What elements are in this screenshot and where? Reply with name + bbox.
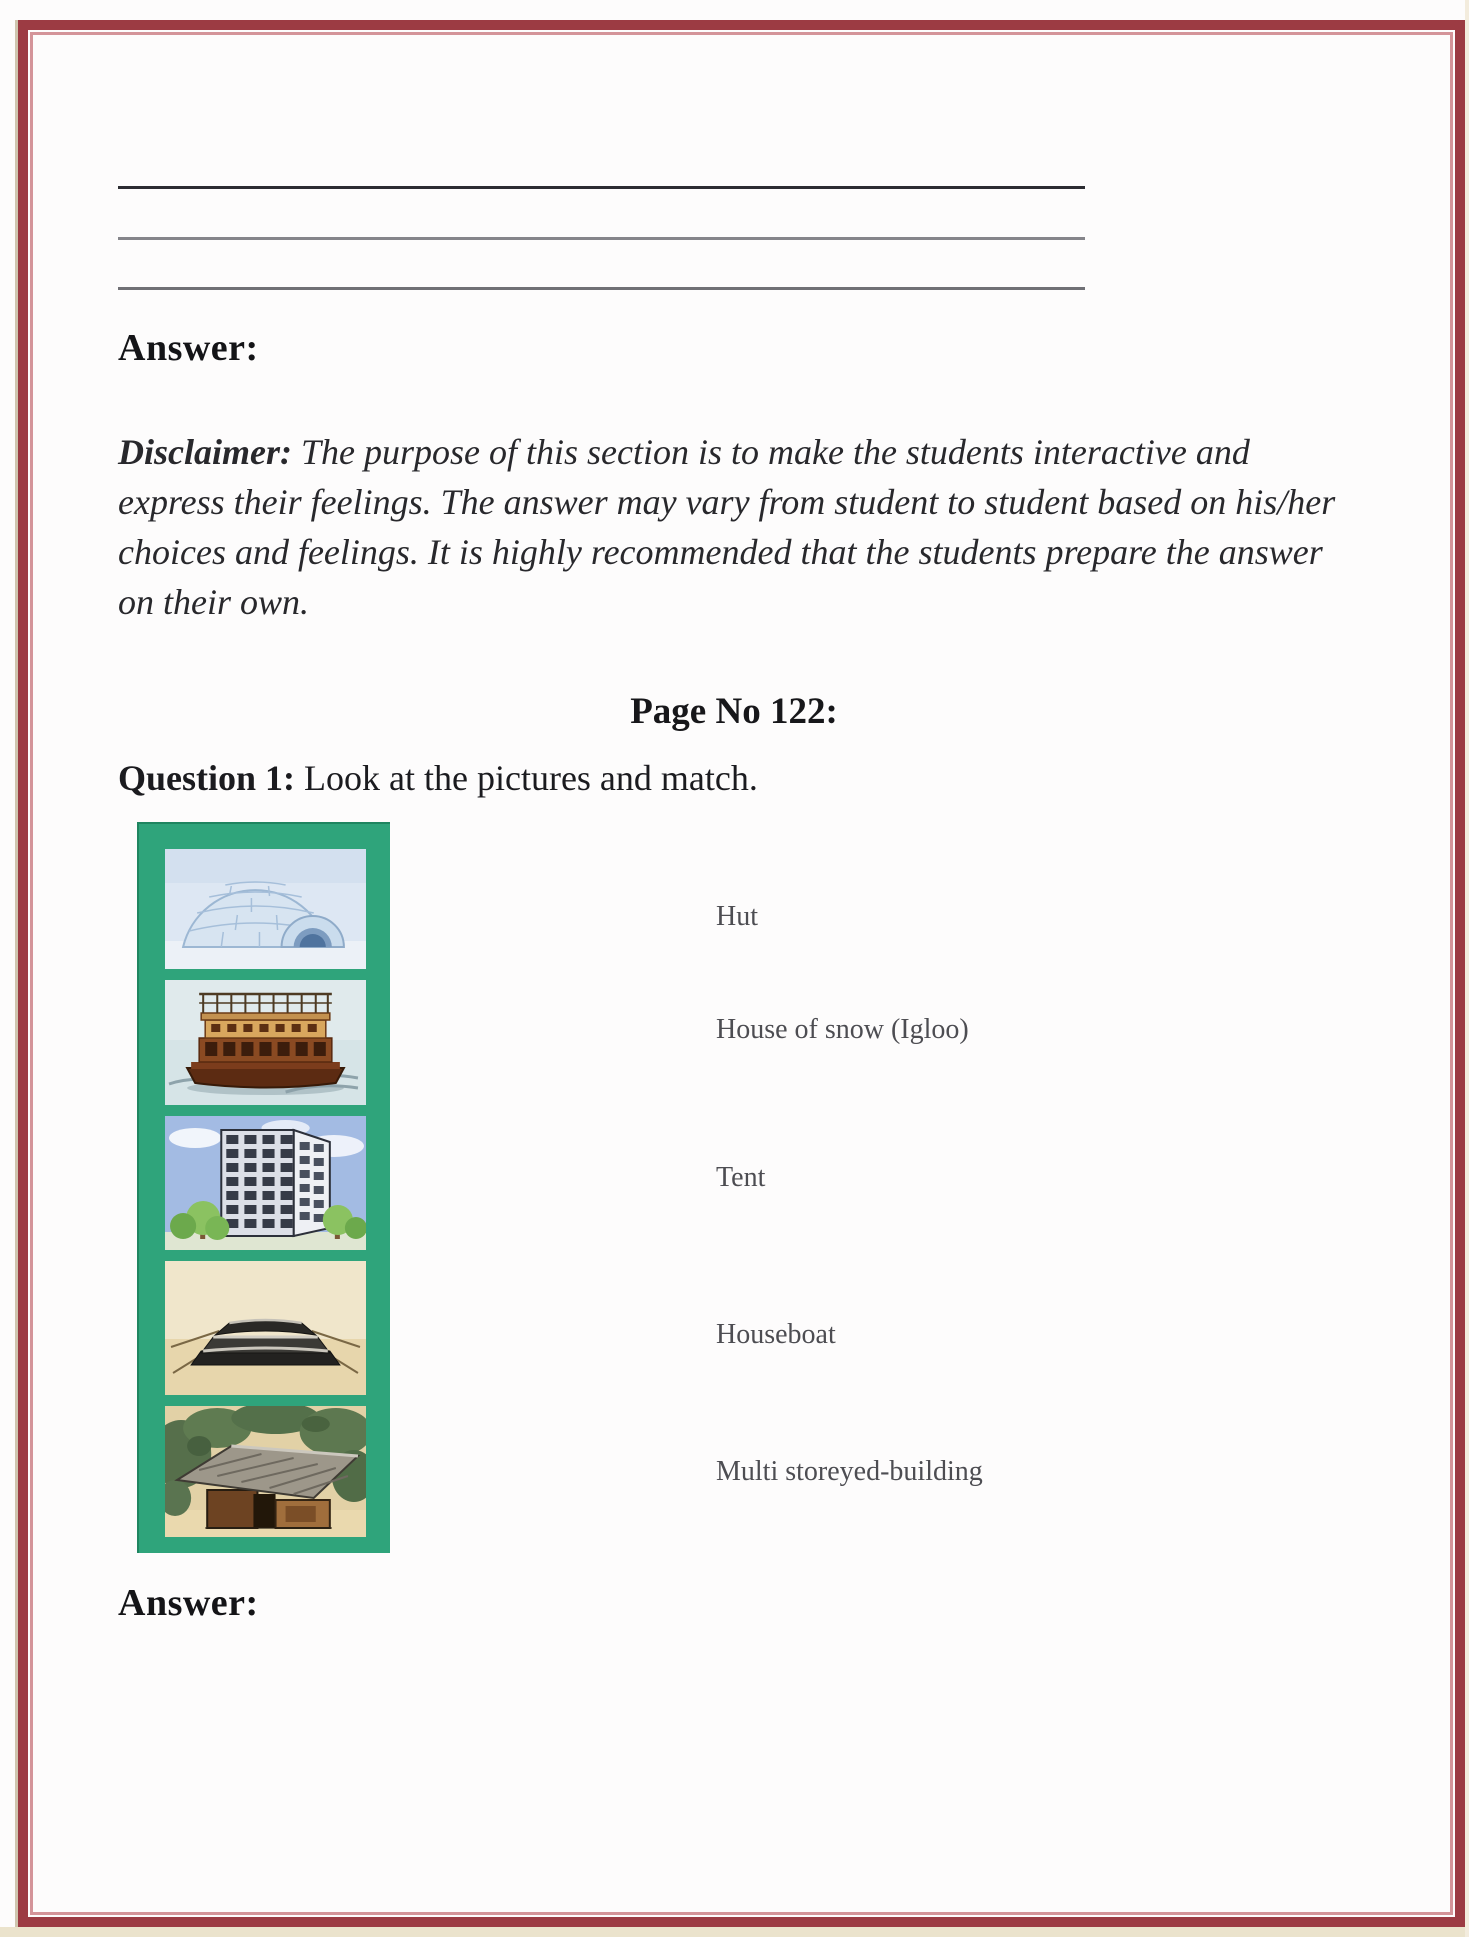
- match-label-hut: Hut: [716, 901, 758, 932]
- disclaimer-paragraph: [118, 427, 1363, 627]
- question-text: Look at the pictures and match.: [304, 758, 758, 798]
- blank-writing-line: [118, 287, 1085, 290]
- disclaimer-text: The purpose of this section is to make the students interactive and express their feelings. The answer may vary from student to student based on his/her choices and feelings. It is highly recommended that the students prepare the answer on their own.: [118, 432, 1336, 622]
- answer-heading-top: Answer:: [118, 327, 259, 369]
- question-line: [118, 757, 1363, 799]
- answer-heading-bottom: Answer:: [118, 1582, 259, 1624]
- tent-image: [165, 1261, 366, 1395]
- blank-writing-line: [118, 186, 1085, 189]
- matching-figure-panel: [137, 822, 390, 1553]
- houseboat-image: [165, 980, 366, 1105]
- match-label-houseboat: Houseboat: [716, 1319, 836, 1350]
- hut-image: [165, 1406, 366, 1537]
- igloo-image: [165, 849, 366, 969]
- question-label: Question 1:: [118, 758, 296, 798]
- disclaimer-label: Disclaimer:: [118, 432, 292, 472]
- match-label-building: Multi storeyed-building: [716, 1456, 983, 1487]
- building-image: [165, 1116, 366, 1250]
- match-label-igloo: House of snow (Igloo): [716, 1014, 969, 1045]
- blank-writing-line: [118, 237, 1085, 240]
- scan-edge-bottom: [0, 1927, 1469, 1937]
- match-label-tent: Tent: [716, 1162, 766, 1193]
- scan-edge-right: [1465, 0, 1469, 1937]
- page-number-heading: Page No 122:: [630, 691, 838, 732]
